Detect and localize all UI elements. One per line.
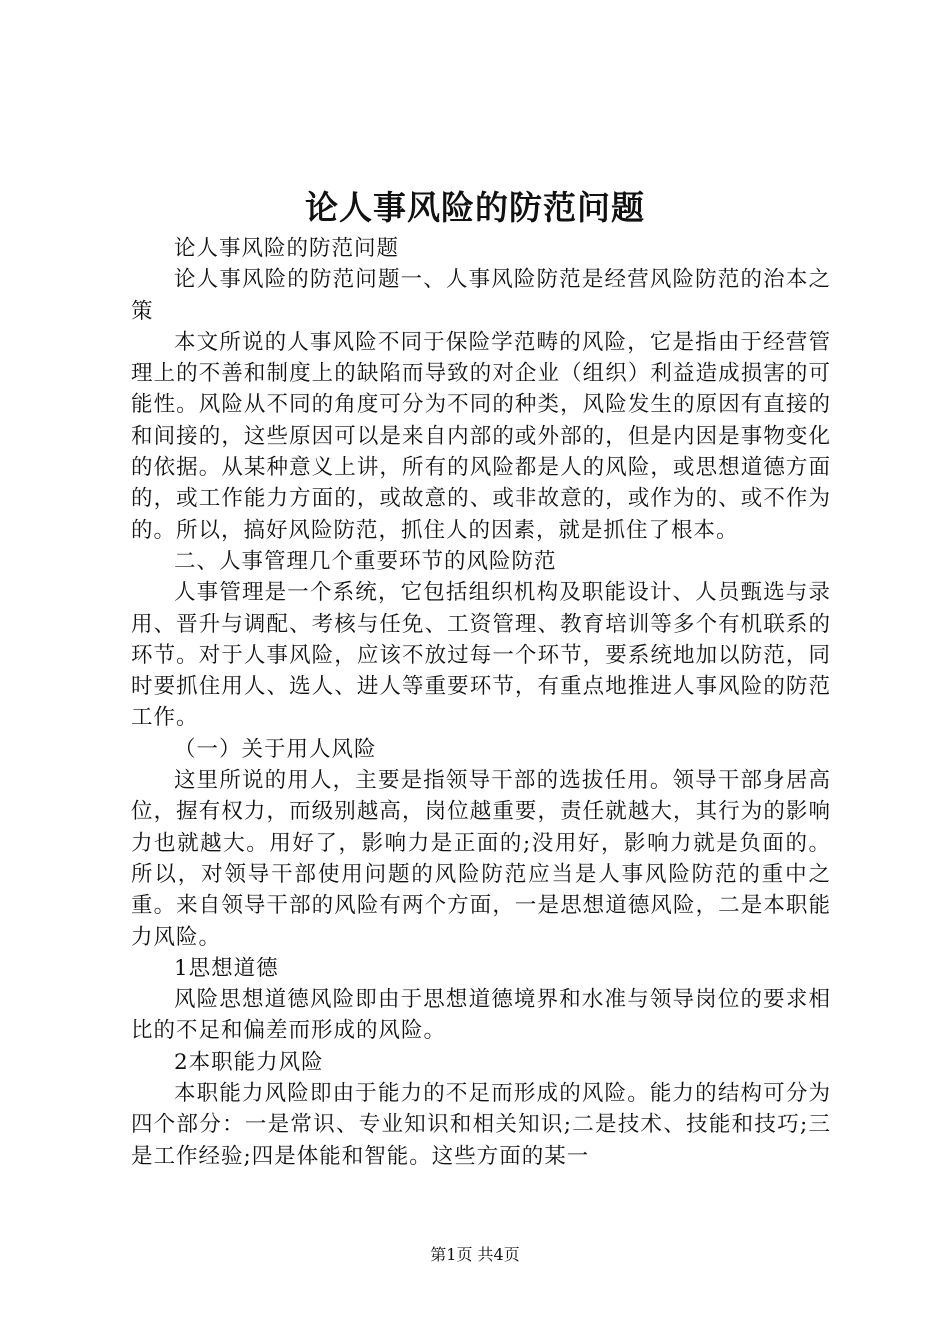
paragraph: 风险思想道德风险即由于思想道德境界和水准与领导岗位的要求相比的不足和偏差而形成的风险。 bbox=[131, 987, 831, 1044]
document-body bbox=[131, 233, 831, 1172]
page-number-footer: 第1页 共4页 bbox=[430, 1245, 520, 1264]
paragraph: 本职能力风险即由于能力的不足而形成的风险。能力的结构可分为四个部分：一是常识、专业知识和相关知识;二是技术、技能和技巧;三是工作经验;四是体能和智能。这些方面的某一 bbox=[131, 1081, 831, 1169]
paragraph: 论人事风险的防范问题一、人事风险防范是经营风险防范的治本之策 bbox=[131, 267, 831, 324]
section-heading: 二、人事管理几个重要环节的风险防范 bbox=[174, 548, 557, 574]
paragraph: 人事管理是一个系统，它包括组织机构及职能设计、人员甄选与录用、晋升与调配、考核与任免、工资管理、教育培训等多个有机联系的环节。对于人事风险，应该不放过每一个环节，要系统地加以防范，同时要抓住用人、选人、进人等重要环节，有重点地推进人事风险的防范工作。 bbox=[131, 580, 831, 731]
subsection-heading: （一）关于用人风险 bbox=[174, 736, 377, 762]
item-heading: 1思想道德 bbox=[174, 955, 279, 981]
item-heading: 2本职能力风险 bbox=[174, 1049, 324, 1075]
paragraph: 本文所说的人事风险不同于保险学范畴的风险，它是指由于经营管理上的不善和制度上的缺陷而导致的对企业（组织）利益造成损害的可能性。风险从不同的角度可分为不同的种类，风险发生的原因有直接的和间接的，这些原因可以是来自内部的或外部的，但是内因是事物变化的依据。从某种意义上讲，所有的风险都是人的风险，或思想道德方面的，或工作能力方面的，或故意的、或非故意的，或作为的、或不作为的。所以，搞好风险防范，抓住人的因素，就是抓住了根本。 bbox=[131, 329, 831, 543]
paragraph: 论人事风险的防范问题 bbox=[174, 236, 400, 261]
paragraph: 这里所说的用人，主要是指领导干部的选拔任用。领导干部身居高位，握有权力，而级别越高，岗位越重要，责任就越大，其行为的影响力也就越大。用好了，影响力是正面的;没用好，影响力就是负面的。所以，对领导干部使用问题的风险防范应当是人事风险防范的重中之重。来自领导干部的风险有两个方面，一是思想道德风险，二是本职能力风险。 bbox=[131, 768, 831, 950]
document-title: 论人事风险的防范问题 bbox=[305, 188, 645, 227]
